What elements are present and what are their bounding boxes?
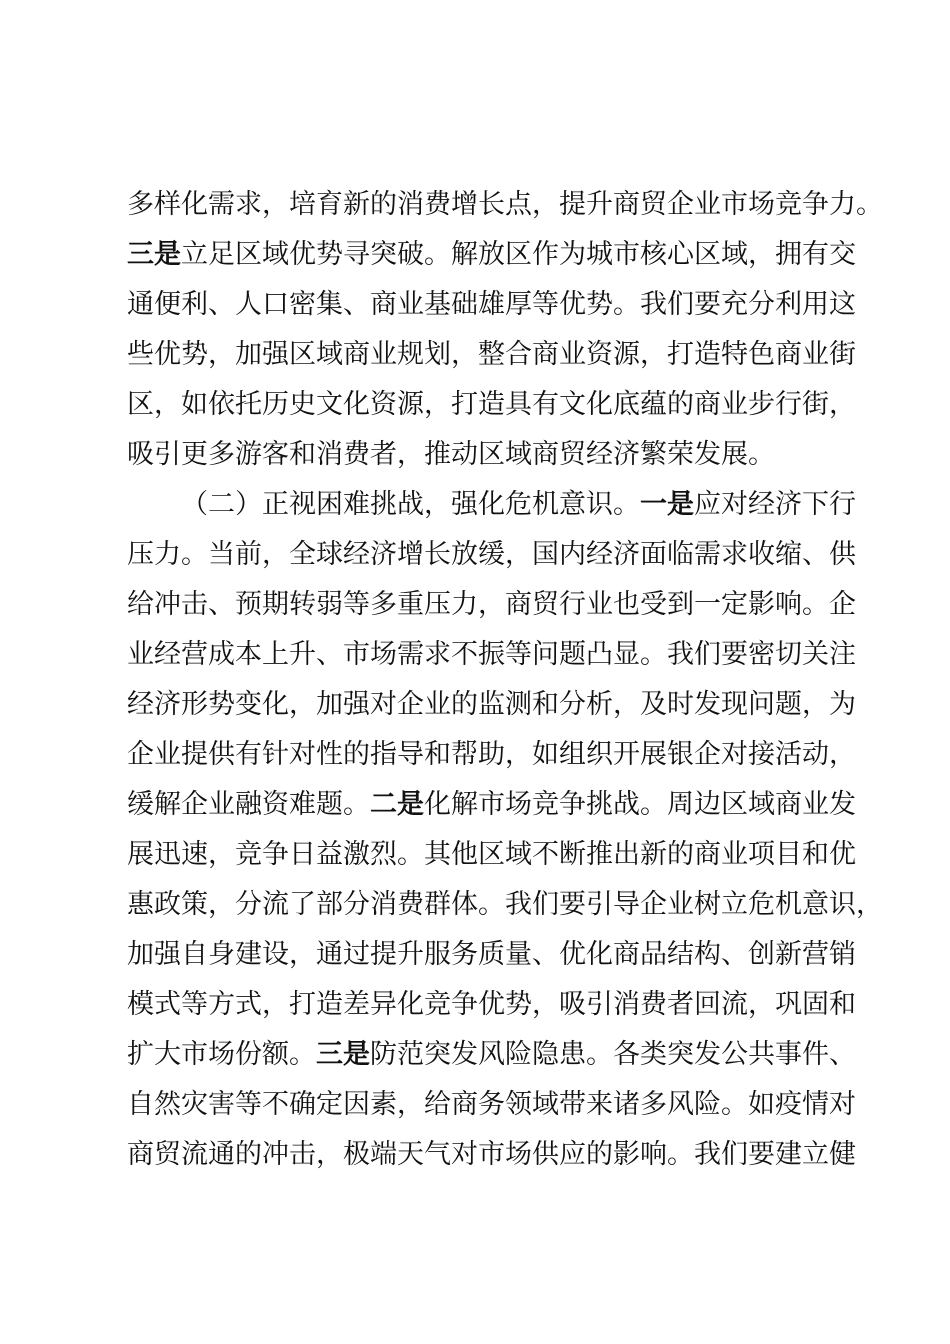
bold-ordinal: 二是: [370, 789, 424, 820]
text-line-9: [127, 580, 856, 630]
bold-ordinal: 三是: [127, 239, 181, 270]
line-text: 给冲击、预期转弱等多重压力，商贸行业也受到一定影响。企: [127, 589, 856, 620]
line-text: 自然灾害等不确定因素，给商务领域带来诸多风险。如疫情对: [127, 1089, 856, 1120]
text-line-10: [127, 630, 856, 680]
line-text: 展迅速，竞争日益激烈。其他区域不断推出新的商业项目和优: [127, 839, 856, 870]
text-line-12: [127, 730, 856, 780]
text-line-2: [127, 230, 856, 280]
bold-ordinal: 三是: [316, 1039, 370, 1070]
text-line-16: [127, 930, 856, 980]
text-line-8: [127, 530, 856, 580]
text-line-5: [127, 380, 856, 430]
text-line-7: [181, 480, 856, 530]
text-line-6: [127, 430, 775, 480]
line-text: 加强自身建设，通过提升服务质量、优化商品结构、创新营销: [127, 939, 856, 970]
line-text: 压力。当前，全球经济增长放缓，国内经济面临需求收缩、供: [127, 539, 856, 570]
text-line-1: [127, 180, 883, 230]
text-line-11: [127, 680, 856, 730]
line-text: 模式等方式，打造差异化竞争优势，吸引消费者回流，巩固和: [127, 989, 856, 1020]
line-text: 业经营成本上升、市场需求不振等问题凸显。我们要密切关注: [127, 639, 856, 670]
section-heading: （二）正视困难挑战，强化危机意识。: [181, 489, 640, 520]
line-text: 化解市场竞争挑战。周边区域商业发: [424, 789, 856, 820]
text-line-3: [127, 280, 856, 330]
bold-ordinal: 一是: [640, 489, 694, 520]
line-text: 区，如依托历史文化资源，打造具有文化底蕴的商业步行街，: [127, 389, 856, 420]
line-text: 惠政策，分流了部分消费群体。我们要引导企业树立危机意识，: [127, 889, 883, 920]
text-line-18: [127, 1030, 856, 1080]
line-text: 应对经济下行: [694, 489, 856, 520]
text-line-13: [127, 780, 856, 830]
text-line-14: [127, 830, 856, 880]
line-text: 商贸流通的冲击，极端天气对市场供应的影响。我们要建立健: [127, 1139, 856, 1170]
text-line-15: [127, 880, 883, 930]
text-line-20: [127, 1130, 856, 1180]
line-text: 些优势，加强区域商业规划，整合商业资源，打造特色商业街: [127, 339, 856, 370]
line-text: 防范突发风险隐患。各类突发公共事件、: [370, 1039, 856, 1070]
line-text: 通便利、人口密集、商业基础雄厚等优势。我们要充分利用这: [127, 289, 856, 320]
text-line-4: [127, 330, 856, 380]
text-line-19: [127, 1080, 856, 1130]
line-text: 企业提供有针对性的指导和帮助，如组织开展银企对接活动，: [127, 739, 856, 770]
line-text: 立足区域优势寻突破。解放区作为城市核心区域，拥有交: [181, 239, 856, 270]
line-text: 多样化需求，培育新的消费增长点，提升商贸企业市场竞争力。: [127, 189, 883, 220]
line-text: 经济形势变化，加强对企业的监测和分析，及时发现问题，为: [127, 689, 856, 720]
line-text: 吸引更多游客和消费者，推动区域商贸经济繁荣发展。: [127, 439, 775, 470]
line-text: 缓解企业融资难题。: [127, 789, 370, 820]
line-text: 扩大市场份额。: [127, 1039, 316, 1070]
text-line-17: [127, 980, 856, 1030]
